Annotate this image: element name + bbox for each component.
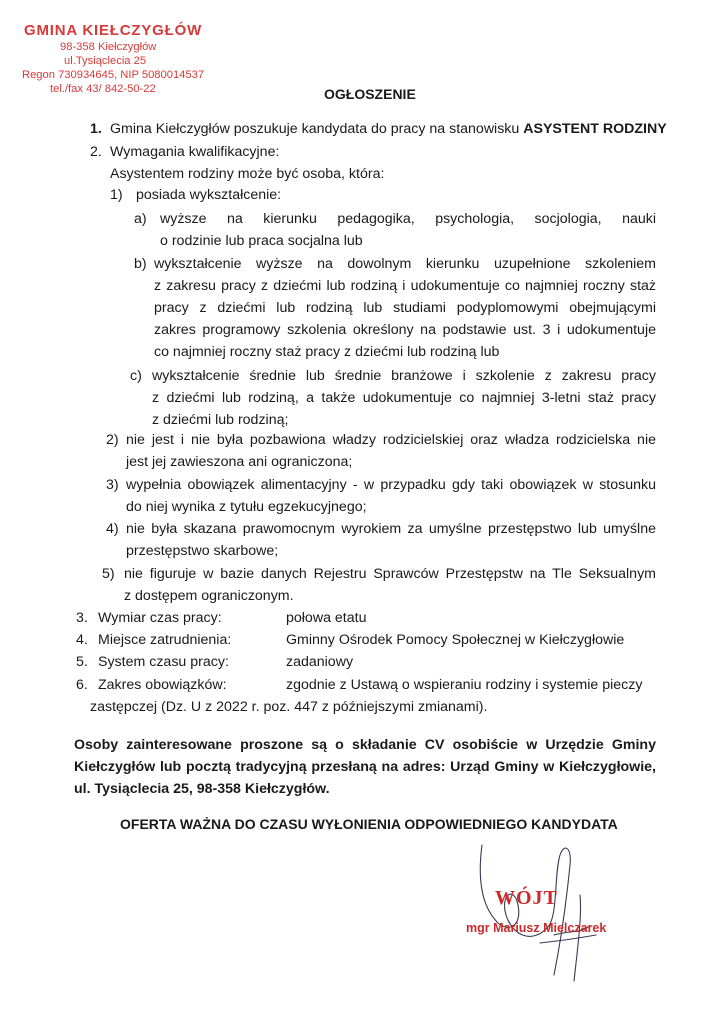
sub-2-line: jest jej zawieszona ani ograniczona; <box>126 454 353 470</box>
item-5-value: zadaniowy <box>286 654 354 670</box>
item-3-label: Wymiar czas pracy: <box>98 610 222 626</box>
sub-b-line: wykształcenie wyższe na dowolnym kierunku uzupełnione szkoleniem <box>154 256 656 272</box>
offer-notice: OFERTA WAŻNA DO CZASU WYŁONIENIA ODPOWIEDNIEGO KANDYDATA <box>120 816 618 832</box>
letter-number: c) <box>130 368 142 384</box>
sub-2-line: nie jest i nie była pozbawiona władzy rodzicielskiej oraz władza rodzicielska nie <box>126 432 656 448</box>
sub-3-line: wypełnia obowiązek alimentacyjny - w przypadku gdy taki obowiązek w stosunku <box>126 477 656 493</box>
item-6-line: zastępczej (Dz. U z 2022 r. poz. 447 z późniejszymi zmianami). <box>90 699 488 715</box>
stamp-ids: Regon 730934645, NIP 5080014537 <box>22 69 205 81</box>
sub-4-line: przestępstwo skarbowe; <box>126 543 279 559</box>
sub-c-line: z dziećmi lub rodziną, a także udokumentuje co najmniej 3-letni staż pracy <box>152 390 656 406</box>
stamp-street: ul.Tysiąclecia 25 <box>64 55 147 67</box>
position-name: ASYSTENT RODZINY <box>523 121 667 137</box>
item-4-value: Gminny Ośrodek Pomocy Społecznej w Kiełczygłowie <box>286 632 625 648</box>
contact-line: Osoby zainteresowane proszone są o składanie CV osobiście w Urzędzie Gminy <box>74 737 656 753</box>
item-5-label: System czasu pracy: <box>98 654 229 670</box>
sub-c-line: z dziećmi lub rodziną; <box>152 412 289 428</box>
sub-number: 1) <box>110 187 123 203</box>
sub-number: 4) <box>106 521 119 537</box>
item-2-intro: Asystentem rodziny może być osoba, która: <box>110 166 385 182</box>
item-2-text: Wymagania kwalifikacyjne: <box>110 144 280 160</box>
sub-a-line: o rodzinie lub praca socjalna lub <box>160 233 363 249</box>
item-1-text <box>110 121 667 137</box>
sub-c-line: wykształcenie średnie lub średnie branżowe i szkolenie z zakresu pracy <box>152 368 656 384</box>
contact-line: ul. Tysiąclecia 25, 98-358 Kiełczygłów. <box>74 781 330 797</box>
signature-name: mgr Mariusz Mielczarek <box>466 921 607 935</box>
sub-b-line: pracy z dziećmi lub rodziną lub studiami podyplomowymi obejmującymi <box>154 300 656 316</box>
contact-line: Kiełczygłów lub pocztą tradycyjną przesłaną na adres: Urząd Gminy w Kiełczygłowie, <box>74 759 656 775</box>
item-number: 3. <box>76 610 88 626</box>
item-number: 1. <box>90 121 102 137</box>
signature-title: WÓJT <box>495 887 558 909</box>
page-title: OGŁOSZENIE <box>324 86 416 102</box>
sub-b-line: z zakresu pracy z dziećmi lub rodziną i udokumentuje co najmniej roczny staż <box>154 278 656 294</box>
stamp-phone: tel./fax 43/ 842-50-22 <box>50 83 156 95</box>
letter-number: b) <box>134 256 147 272</box>
item-number: 4. <box>76 632 88 648</box>
item-number: 5. <box>76 654 88 670</box>
item-1-label: Gmina Kiełczygłów poszukuje kandydata do pracy na stanowisku <box>110 121 520 137</box>
sub-number: 5) <box>102 566 115 582</box>
item-number: 6. <box>76 677 88 693</box>
item-6-label: Zakres obowiązków: <box>98 677 227 693</box>
sub-number: 3) <box>106 477 119 493</box>
stamp-name: GMINA KIEŁCZYGŁÓW <box>24 22 203 39</box>
sub-b-line: zakres programowy szkolenia określony na podstawie ust. 3 i udokumentuje <box>154 322 656 338</box>
item-6-value: zgodnie z Ustawą o wspieraniu rodziny i systemie pieczy <box>286 677 643 693</box>
sub-3-line: do niej wynika z tytułu egzekucyjnego; <box>126 499 367 515</box>
item-3-value: połowa etatu <box>286 610 367 626</box>
sub-b-line: co najmniej roczny staż pracy z dziećmi lub rodziną lub <box>154 344 500 360</box>
handwritten-signature <box>470 835 620 985</box>
sub-1-text: posiada wykształcenie: <box>136 187 282 203</box>
letter-number: a) <box>134 211 147 227</box>
stamp-postcode: 98-358 Kiełczygłów <box>60 41 157 53</box>
item-4-label: Miejsce zatrudnienia: <box>98 632 232 648</box>
sub-number: 2) <box>106 432 119 448</box>
sub-5-line: z dostępem ograniczonym. <box>124 588 294 604</box>
sub-5-line: nie figuruje w bazie danych Rejestru Sprawców Przestępstw na Tle Seksualnym <box>124 566 656 582</box>
item-number: 2. <box>90 144 102 160</box>
sub-a-line: wyższe na kierunku pedagogika, psychologia, socjologia, nauki <box>160 211 656 227</box>
sub-4-line: nie była skazana prawomocnym wyrokiem za umyślne przestępstwo lub umyślne <box>126 521 656 537</box>
